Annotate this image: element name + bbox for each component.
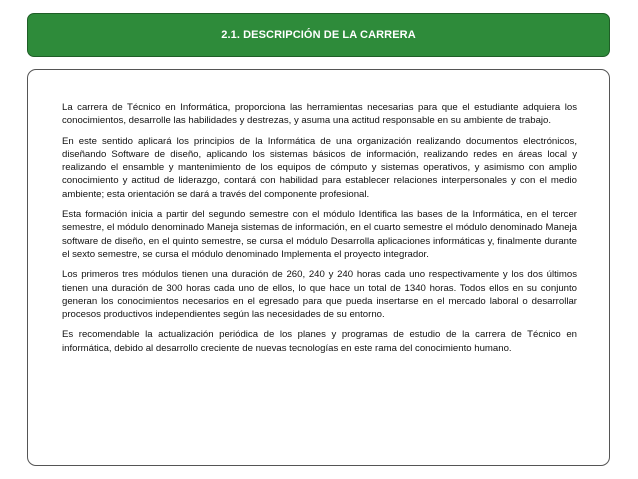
paragraph-modules: Esta formación inicia a partir del segundo semestre con el módulo Identifica las bases de la Informática, en el tercer semestre, el módulo denominado Maneja sistemas de información, en el cuarto semestre el módulo denominado Maneja software de diseño, en el quinto semestre, se cursa el módulo Desarrolla aplicaciones informáticas y, finalmente durante el sexto semestre, se cursa el módulo denominado Implementa el proyecto integrador. (62, 209, 577, 260)
paragraph-recommendation: Es recomendable la actualización periódica de los planes y programas de estudio de la carrera de Técnico en informática, debido al desarrollo creciente de nuevas tecnologías en este rama del conocimiento humano. (62, 329, 577, 354)
page-title: 2.1. DESCRIPCIÓN DE LA CARRERA (221, 29, 416, 41)
content-panel (27, 69, 610, 466)
paragraph-duration: Los primeros tres módulos tienen una duración de 260, 240 y 240 horas cada uno respectivamente y los dos últimos tienen una duración de 300 horas cada uno de ellos, lo que hace un total de 1340 horas. Todos ellos en su conjunto generan los conocimientos necesarios en el egresado para que pueda insertarse en el mercado laboral o desarrollar procesos productivos independientes según las necesidades de su entorno. (62, 269, 577, 321)
paragraph-principles: En este sentido aplicará los principios de la Informática de una organización realizando documentos electrónicos, diseñando Software de diseño, aplicando los sistemas básicos de información, realizando redes en áreas local y realizando el ensamble y mantenimiento de los equipos de cómputo y sistemas operativos, y asimismo con amplio conocimiento y actitud de liderazgo, contará con habilidad para establecer relaciones interpersonales y con el medio ambiente; esta orientación se dará a través del componente profesional. (62, 135, 577, 200)
content-body (62, 101, 577, 362)
paragraph-intro: La carrera de Técnico en Informática, proporciona las herramientas necesarias para que el estudiante adquiera los conocimientos, desarrolle las habilidades y destrezas, y asuma una actitud responsable en su ambiente de trabajo. (62, 102, 577, 127)
title-banner (27, 13, 610, 57)
